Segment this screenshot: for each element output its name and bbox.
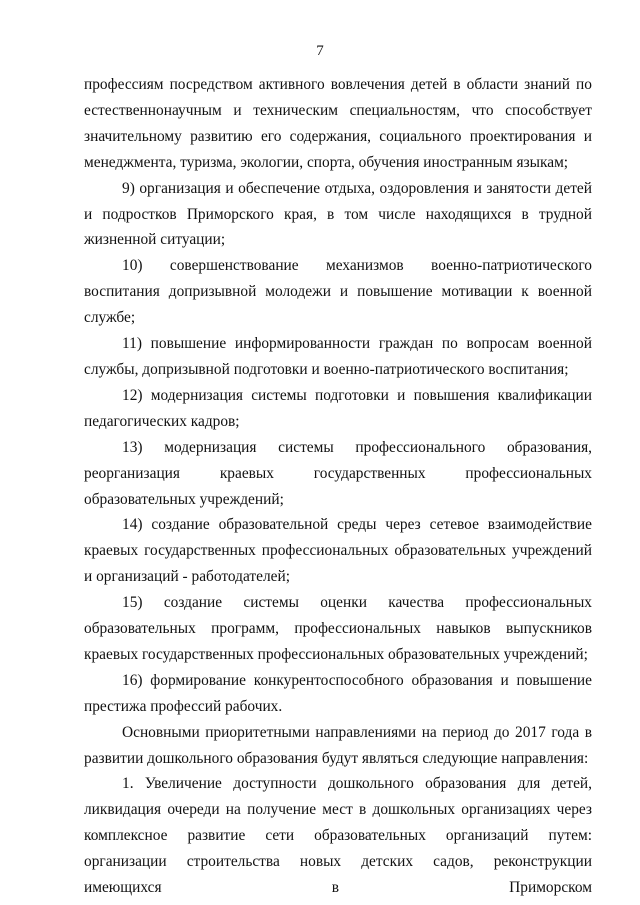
- list-item: 1. Увеличение доступности дошкольного образования для детей, ликвидация очереди на получение мест в дошкольных организациях через комплексное развитие сети образовательных организаций путем: организации строительства новых детских садов, реконструкции имеющихся в Приморском: [84, 775, 592, 897]
- list-item: 12) модернизация системы подготовки и повышения квалификации педагогических кадров;: [84, 386, 592, 430]
- list-item: 11) повышение информированности граждан по вопросам военной службы, допризывной подготовки и военно-патриотического воспитания;: [84, 335, 592, 378]
- list-item: 9) организация и обеспечение отдыха, оздоровления и занятости детей и подростков Приморского края, в том числе находящихся в трудной жизненной ситуации;: [84, 179, 592, 249]
- list-item: 13) модернизация системы профессионального образования, реорганизация краевых государственных профессиональных образовательных учреждений;: [84, 438, 592, 508]
- list-item: 16) формирование конкурентоспособного образования и повышение престижа профессий рабочих.: [84, 671, 592, 715]
- page-number: 7: [316, 43, 324, 59]
- document-body: [84, 72, 592, 901]
- list-item: 10) совершенствование механизмов военно-патриотического воспитания допризывной молодежи и повышение мотивации к военной службе;: [84, 257, 592, 327]
- list-item: 14) создание образовательной среды через сетевое взаимодействие краевых государственных профессиональных образовательных учреждений и организаций - работодателей;: [84, 516, 592, 586]
- list-item: 15) создание системы оценки качества профессиональных образовательных программ, профессиональных навыков выпускников краевых государственных профессиональных образовательных учреждений;: [84, 594, 592, 663]
- paragraph: Основными приоритетными направлениями на период до 2017 года в развитии дошкольного образования будут являться следующие направления:: [84, 723, 592, 767]
- paragraph: профессиям посредством активного вовлечения детей в области знаний по естественнонаучным и техническим специальностям, что способствует значительному развитию его содержания, социального проектирования и менеджмента, туризма, экологии, спорта, обучения иностранным языкам;: [84, 76, 592, 171]
